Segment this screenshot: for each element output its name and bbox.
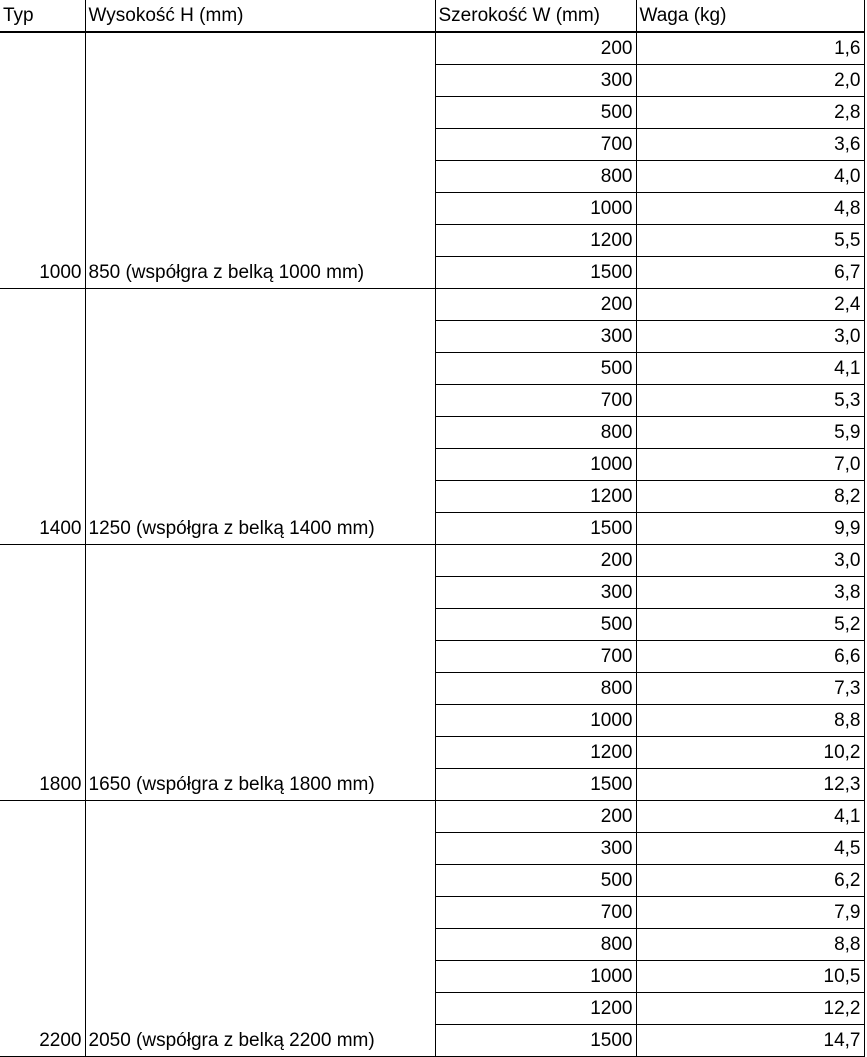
weight-cell: 5,3 (636, 385, 864, 417)
header-width: Szerokość W (mm) (435, 0, 636, 32)
weight-cell: 7,9 (636, 897, 864, 929)
header-height: Wysokość H (mm) (85, 0, 435, 32)
width-cell: 500 (435, 97, 636, 129)
weight-cell: 14,7 (636, 1025, 864, 1057)
weight-cell: 10,2 (636, 737, 864, 769)
weight-cell: 5,9 (636, 417, 864, 449)
width-cell: 700 (435, 641, 636, 673)
width-cell: 1500 (435, 513, 636, 545)
weight-cell: 6,2 (636, 865, 864, 897)
width-cell: 300 (435, 321, 636, 353)
width-cell: 700 (435, 129, 636, 161)
weight-cell: 8,8 (636, 705, 864, 737)
width-cell: 800 (435, 929, 636, 961)
weight-cell: 2,8 (636, 97, 864, 129)
weight-cell: 6,7 (636, 257, 864, 289)
typ-cell: 2200 (0, 801, 85, 1057)
width-cell: 1200 (435, 737, 636, 769)
width-cell: 700 (435, 385, 636, 417)
weight-cell: 7,3 (636, 673, 864, 705)
width-cell: 1000 (435, 449, 636, 481)
header-typ: Typ (0, 0, 85, 32)
width-cell: 200 (435, 545, 636, 577)
weight-cell: 4,0 (636, 161, 864, 193)
header-row (0, 0, 864, 32)
weight-cell: 7,0 (636, 449, 864, 481)
weight-cell: 3,0 (636, 545, 864, 577)
weight-cell: 5,2 (636, 609, 864, 641)
weight-cell: 1,6 (636, 32, 864, 65)
width-cell: 1200 (435, 481, 636, 513)
width-cell: 1000 (435, 193, 636, 225)
width-cell: 500 (435, 353, 636, 385)
width-cell: 800 (435, 161, 636, 193)
height-cell: 1650 (współgra z belką 1800 mm) (85, 545, 435, 801)
width-cell: 800 (435, 417, 636, 449)
width-cell: 1500 (435, 257, 636, 289)
width-cell: 1200 (435, 225, 636, 257)
weight-cell: 3,8 (636, 577, 864, 609)
weight-cell: 12,3 (636, 769, 864, 801)
height-cell: 1250 (współgra z belką 1400 mm) (85, 289, 435, 545)
table-row (0, 32, 864, 65)
weight-cell: 10,5 (636, 961, 864, 993)
typ-cell: 1800 (0, 545, 85, 801)
typ-cell: 1400 (0, 289, 85, 545)
height-cell: 2050 (współgra z belką 2200 mm) (85, 801, 435, 1057)
header-weight: Waga (kg) (636, 0, 864, 32)
weight-cell: 3,0 (636, 321, 864, 353)
table-header (0, 0, 864, 32)
weight-cell: 4,1 (636, 353, 864, 385)
width-cell: 300 (435, 577, 636, 609)
weight-cell: 6,6 (636, 641, 864, 673)
weight-cell: 4,5 (636, 833, 864, 865)
width-cell: 200 (435, 289, 636, 321)
width-cell: 1500 (435, 769, 636, 801)
width-cell: 800 (435, 673, 636, 705)
weight-cell: 4,8 (636, 193, 864, 225)
width-cell: 200 (435, 801, 636, 833)
weight-cell: 9,9 (636, 513, 864, 545)
typ-cell: 1000 (0, 32, 85, 289)
table-row (0, 545, 864, 577)
width-cell: 700 (435, 897, 636, 929)
width-cell: 500 (435, 865, 636, 897)
weight-cell: 5,5 (636, 225, 864, 257)
width-cell: 1500 (435, 1025, 636, 1057)
weight-cell: 12,2 (636, 993, 864, 1025)
table-body (0, 32, 864, 1057)
weight-cell: 4,1 (636, 801, 864, 833)
width-cell: 500 (435, 609, 636, 641)
height-cell: 850 (współgra z belką 1000 mm) (85, 32, 435, 289)
weight-cell: 3,6 (636, 129, 864, 161)
width-cell: 300 (435, 833, 636, 865)
weight-cell: 2,0 (636, 65, 864, 97)
table-row (0, 801, 864, 833)
width-cell: 300 (435, 65, 636, 97)
width-cell: 1200 (435, 993, 636, 1025)
weight-cell: 8,2 (636, 481, 864, 513)
weight-cell: 2,4 (636, 289, 864, 321)
weight-cell: 8,8 (636, 929, 864, 961)
width-cell: 1000 (435, 705, 636, 737)
width-cell: 1000 (435, 961, 636, 993)
width-cell: 200 (435, 32, 636, 65)
table-row (0, 289, 864, 321)
